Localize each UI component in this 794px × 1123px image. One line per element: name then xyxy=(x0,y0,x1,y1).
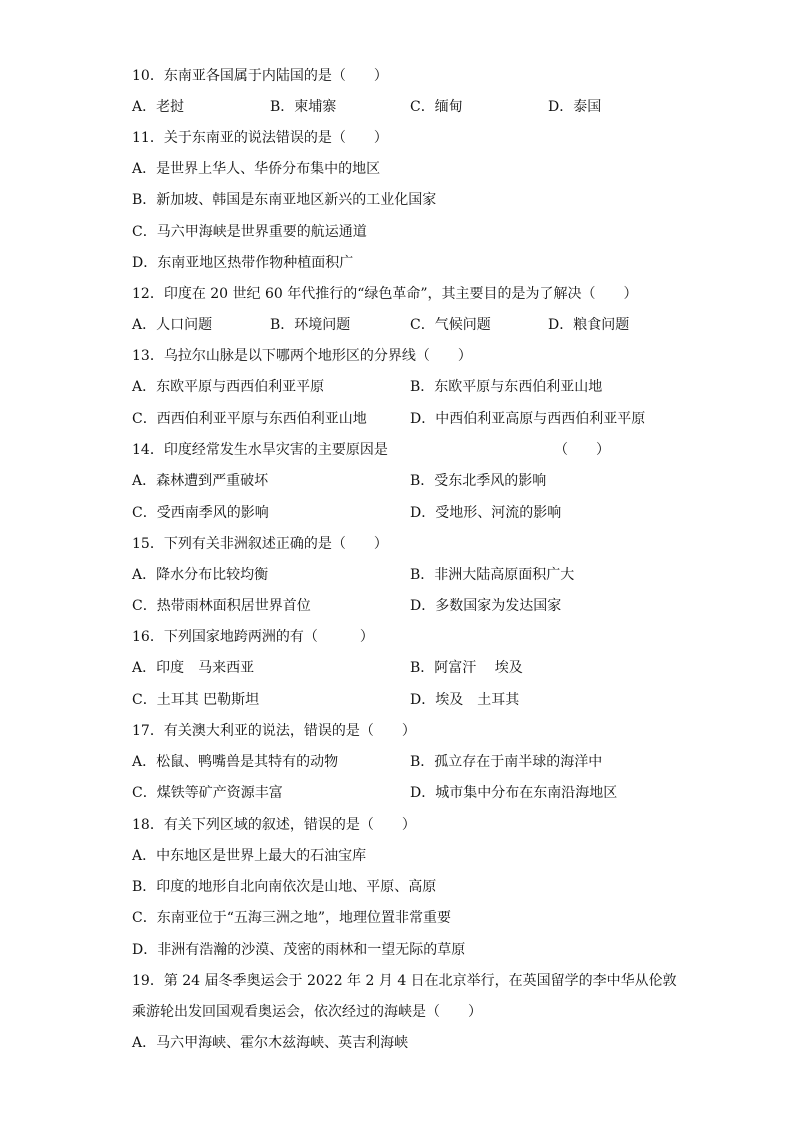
question-19-stem: 19．第 24 届冬季奥运会于 2022 年 2 月 4 日在北京举行，在英国留学的李中华从伦敦 xyxy=(132,973,677,989)
question-12-stem: 12．印度在 20 世纪 60 年代推行的“绿色革命”，其主要目的是为了解决（ ） xyxy=(132,286,638,302)
question-13-stem: 13．乌拉尔山脉是以下哪两个地形区的分界线（ ） xyxy=(132,348,472,364)
question-15-option-d[interactable]: D．多数国家为发达国家 xyxy=(410,598,562,614)
question-12-option-d[interactable]: D．粮食问题 xyxy=(548,317,630,333)
question-10-option-c[interactable]: C．缅甸 xyxy=(410,99,463,115)
question-17-stem: 17．有关澳大利亚的说法，错误的是（ ） xyxy=(132,723,416,739)
question-15-stem: 15．下列有关非洲叙述正确的是（ ） xyxy=(132,536,388,552)
question-12-option-b[interactable]: B．环境问题 xyxy=(270,317,351,333)
question-11-stem: 11．关于东南亚的说法错误的是（ ） xyxy=(132,130,388,146)
question-10-option-b[interactable]: B．柬埔寨 xyxy=(270,99,337,115)
question-18-option-b[interactable]: B．印度的地形自北向南依次是山地、平原、高原 xyxy=(132,879,437,895)
question-10-stem: 10．东南亚各国属于内陆国的是（ ） xyxy=(132,68,388,84)
question-17-option-b[interactable]: B．孤立存在于南半球的海洋中 xyxy=(410,754,603,770)
question-16-option-c[interactable]: C．土耳其 巴勒斯坦 xyxy=(132,692,260,708)
question-14-option-a[interactable]: A．森林遭到严重破坏 xyxy=(132,473,269,489)
question-18-option-c[interactable]: C．东南亚位于“五海三洲之地”，地理位置非常重要 xyxy=(132,910,452,926)
question-13-option-c[interactable]: C．西西伯利亚平原与东西伯利亚山地 xyxy=(132,411,367,427)
question-19-option-a[interactable]: A．马六甲海峡、霍尔木兹海峡、英吉利海峡 xyxy=(132,1035,409,1051)
question-11-option-a[interactable]: A．是世界上华人、华侨分布集中的地区 xyxy=(132,161,381,177)
question-10-option-a[interactable]: A．老挝 xyxy=(132,99,185,115)
question-16-option-b[interactable]: B．阿富汗 埃及 xyxy=(410,660,523,676)
question-15-option-b[interactable]: B．非洲大陆高原面积广大 xyxy=(410,567,575,583)
question-11-option-b[interactable]: B．新加坡、韩国是东南亚地区新兴的工业化国家 xyxy=(132,192,437,208)
question-14-option-d[interactable]: D．受地形、河流的影响 xyxy=(410,505,562,521)
question-17-option-a[interactable]: A．松鼠、鸭嘴兽是其特有的动物 xyxy=(132,754,339,770)
question-15-option-c[interactable]: C．热带雨林面积居世界首位 xyxy=(132,598,311,614)
question-11-option-c[interactable]: C．马六甲海峡是世界重要的航运通道 xyxy=(132,224,367,240)
question-13-option-d[interactable]: D．中西伯利亚高原与西西伯利亚平原 xyxy=(410,411,646,427)
question-16-option-d[interactable]: D．埃及 土耳其 xyxy=(410,692,520,708)
question-14-option-c[interactable]: C．受西南季风的影响 xyxy=(132,505,269,521)
question-14-stem: 14．印度经常发生水旱灾害的主要原因是 xyxy=(132,442,388,458)
question-13-option-a[interactable]: A．东欧平原与西西伯利亚平原 xyxy=(132,379,325,395)
question-16-stem: 16．下列国家地跨两洲的有（ ） xyxy=(132,629,374,645)
question-18-option-d[interactable]: D．非洲有浩瀚的沙漠、茂密的雨林和一望无际的草原 xyxy=(132,942,466,958)
question-10-option-d[interactable]: D．泰国 xyxy=(548,99,602,115)
question-18-stem: 18．有关下列区域的叙述，错误的是（ ） xyxy=(132,817,416,833)
question-16-option-a[interactable]: A．印度 马来西亚 xyxy=(132,660,255,676)
question-12-option-a[interactable]: A．人口问题 xyxy=(132,317,213,333)
question-18-option-a[interactable]: A．中东地区是世界上最大的石油宝库 xyxy=(132,848,367,864)
question-17-option-d[interactable]: D．城市集中分布在东南沿海地区 xyxy=(410,785,618,801)
question-15-option-a[interactable]: A．降水分布比较均衡 xyxy=(132,567,269,583)
question-19-stem-continued: 乘游轮出发回国观看奥运会，依次经过的海峡是（ ） xyxy=(132,1004,482,1020)
question-12-option-c[interactable]: C．气候问题 xyxy=(410,317,491,333)
question-14-option-b[interactable]: B．受东北季风的影响 xyxy=(410,473,547,489)
question-17-option-c[interactable]: C．煤铁等矿产资源丰富 xyxy=(132,785,283,801)
question-14-answer-brackets: （ ） xyxy=(554,442,610,458)
question-11-option-d[interactable]: D．东南亚地区热带作物种植面积广 xyxy=(132,255,354,271)
question-13-option-b[interactable]: B．东欧平原与东西伯利亚山地 xyxy=(410,379,603,395)
